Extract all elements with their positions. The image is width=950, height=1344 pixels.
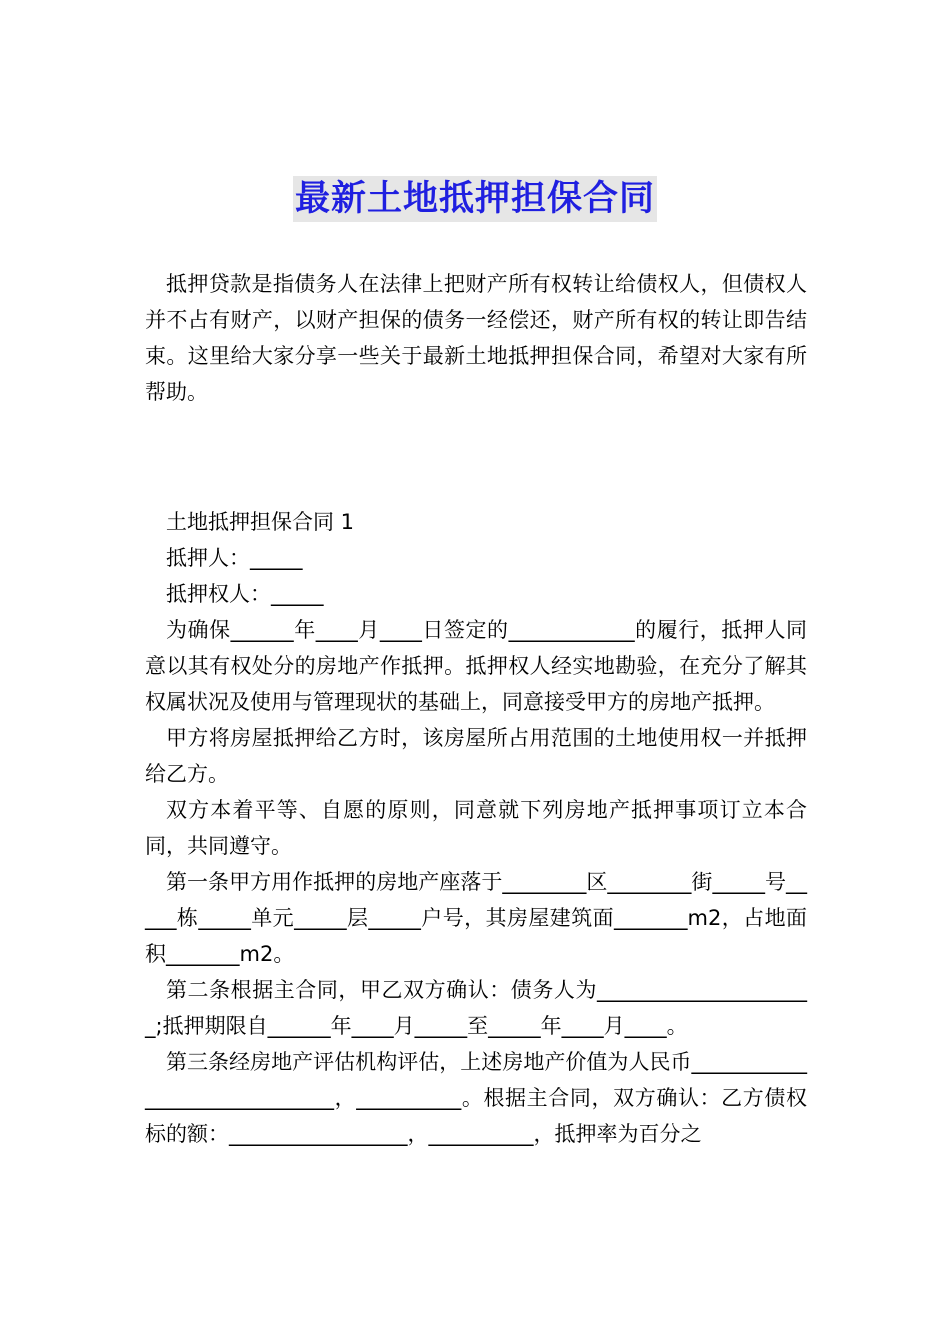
contract-heading: 土地抵押担保合同 1 — [166, 510, 355, 534]
paragraph-principle: 双方本着平等、自愿的原则，同意就下列房地产抵押事项订立本合同，共同遵守。 — [145, 798, 807, 858]
spacer — [145, 410, 807, 504]
document-body — [145, 266, 807, 1152]
intro-paragraph: 抵押贷款是指债务人在法律上把财产所有权转让给债权人，但债权人并不占有财产，以财产担保的债务一经偿还，财产所有权的转让即告结束。这里给大家分享一些关于最新土地抵押担保合同，希望对大家有所帮助。 — [145, 272, 807, 404]
paragraph-purpose: 为确保______年____月____日签定的____________的履行，抵押人同意以其有权处分的房地产作抵押。抵押权人经实地勘验，在充分了解其权属状况及使用与管理现状的基础上，同意接受甲方的房地产抵押。 — [145, 618, 807, 714]
mortgagee-line: 抵押权人：_____ — [166, 582, 324, 606]
document-title: 最新土地抵押担保合同 — [293, 176, 657, 222]
article-3: 第三条经房地产评估机构评估，上述房地产价值为人民币_____________________________，__________。根据主合同，双方确认：乙方债权标的额：_________________，__________，抵押率为百分之 — [145, 1050, 807, 1146]
title-container — [0, 176, 950, 222]
article-2: 第二条根据主合同，甲乙双方确认：债务人为_____________________;抵押期限自______年____月_____至_____年____月____。 — [145, 978, 807, 1038]
mortgagor-line: 抵押人：_____ — [166, 546, 303, 570]
paragraph-land-use: 甲方将房屋抵押给乙方时，该房屋所占用范围的土地使用权一并抵押给乙方。 — [145, 726, 807, 786]
article-1: 第一条甲方用作抵押的房地产座落于________区________街_____号_____栋_____单元_____层_____户号，其房屋建筑面_______m2，占地面积_______m2。 — [145, 870, 807, 966]
